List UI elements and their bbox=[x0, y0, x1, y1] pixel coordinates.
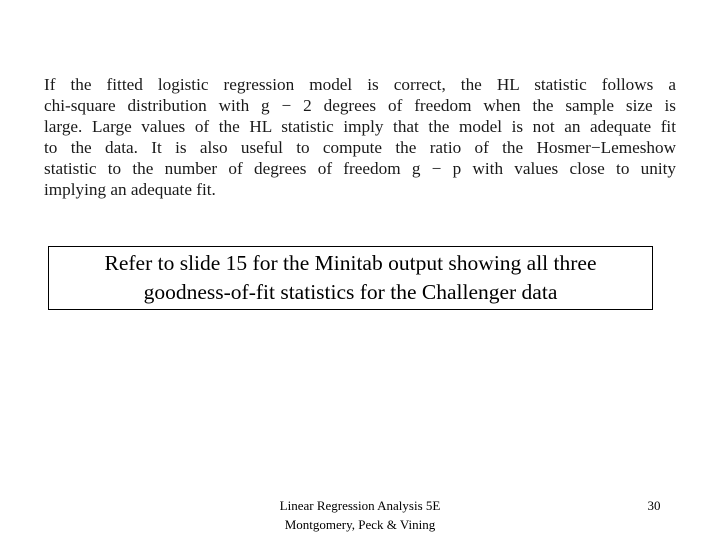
callout-text-line: Refer to slide 15 for the Minitab output showing all three bbox=[104, 251, 597, 275]
excerpt-line: implying an adequate fit. bbox=[44, 180, 216, 199]
excerpt-line: large. Large values of the HL statistic imply that the model is not an adequate fit bbox=[44, 117, 676, 136]
textbook-excerpt bbox=[44, 74, 676, 200]
callout-text-line: goodness-of-fit statistics for the Challenger data bbox=[143, 280, 558, 304]
footer-book-title: Linear Regression Analysis 5E bbox=[279, 498, 441, 513]
excerpt-line: If the fitted logistic regression model is correct, the HL statistic follows a bbox=[44, 75, 676, 94]
footer-authors: Montgomery, Peck & Vining bbox=[284, 517, 436, 532]
excerpt-line: to the data. It is also useful to compute the ratio of the Hosmer−Lemeshow bbox=[44, 138, 676, 157]
slide-footer bbox=[250, 496, 470, 534]
slide-number: 30 bbox=[647, 498, 661, 513]
callout-box bbox=[48, 246, 653, 310]
excerpt-line: statistic to the number of degrees of freedom g − p with values close to unity bbox=[44, 159, 676, 178]
excerpt-line: chi-square distribution with g − 2 degrees of freedom when the sample size is bbox=[44, 96, 676, 115]
